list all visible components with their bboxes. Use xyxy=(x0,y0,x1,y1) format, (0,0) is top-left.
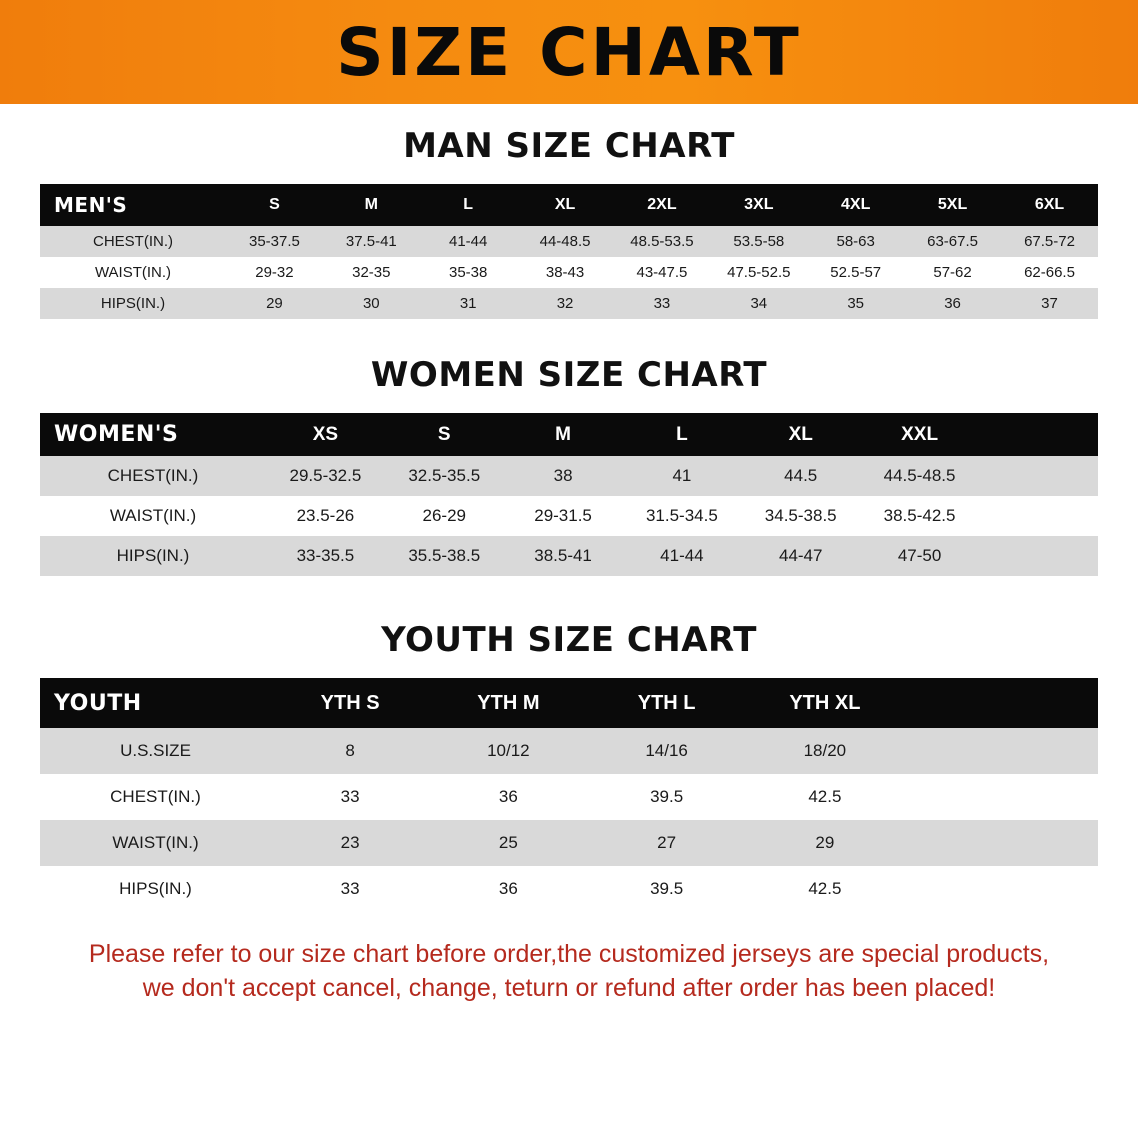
women-cell-1-0: 23.5-26 xyxy=(266,496,385,536)
women-col-1: S xyxy=(437,423,451,445)
youth-cell-0-3: 18/20 xyxy=(746,728,904,774)
women-cell-0-4: 44.5 xyxy=(741,456,860,496)
women-cell-1-4: 34.5-38.5 xyxy=(741,496,860,536)
table-row xyxy=(40,496,1098,536)
women-table-head xyxy=(40,413,1098,456)
man-cell-1-1: 32-35 xyxy=(323,257,420,288)
table-row xyxy=(40,820,1098,866)
table-row xyxy=(40,536,1098,576)
women-cell-0-5: 44.5-48.5 xyxy=(860,456,979,496)
man-col-7: 5XL xyxy=(937,196,968,213)
women-table-wrap xyxy=(40,413,1098,576)
man-cell-2-8: 37 xyxy=(1001,288,1098,319)
man-col-0: S xyxy=(269,196,280,213)
youth-cell-3-3: 42.5 xyxy=(746,866,904,912)
man-cell-0-2: 41-44 xyxy=(420,226,517,257)
youth-cell-3-0: 33 xyxy=(271,866,429,912)
man-cell-0-7: 63-67.5 xyxy=(904,226,1001,257)
youth-header-label: YOUTH xyxy=(54,690,142,716)
women-cell-2-1: 35.5-38.5 xyxy=(385,536,504,576)
women-col-3: L xyxy=(676,423,688,445)
man-col-3: XL xyxy=(554,196,576,213)
man-cell-2-7: 36 xyxy=(904,288,1001,319)
man-cell-0-4: 48.5-53.5 xyxy=(614,226,711,257)
man-cell-1-8: 62-66.5 xyxy=(1001,257,1098,288)
disclaimer-line-1: Please refer to our size chart before order,the customized jerseys are special products, xyxy=(88,940,1050,968)
man-table-head xyxy=(40,184,1098,226)
table-row xyxy=(40,226,1098,257)
man-cell-0-5: 53.5-58 xyxy=(710,226,807,257)
women-row-2-label: HIPS(IN.) xyxy=(40,536,266,576)
women-col-spacer xyxy=(979,413,1098,456)
man-cell-1-4: 43-47.5 xyxy=(614,257,711,288)
women-cell-1-1: 26-29 xyxy=(385,496,504,536)
youth-col-0: YTH S xyxy=(320,691,380,714)
youth-cell-2-1: 25 xyxy=(429,820,587,866)
women-table-body xyxy=(40,456,1098,576)
youth-col-1: YTH M xyxy=(477,691,540,714)
women-col-5: XXL xyxy=(901,423,939,445)
women-cell-2-4: 44-47 xyxy=(741,536,860,576)
man-cell-2-2: 31 xyxy=(420,288,517,319)
man-cell-2-6: 35 xyxy=(807,288,904,319)
man-col-8: 6XL xyxy=(1034,196,1065,213)
youth-cell-1-0: 33 xyxy=(271,774,429,820)
women-cell-0-3: 41 xyxy=(622,456,741,496)
man-cell-2-0: 29 xyxy=(226,288,323,319)
table-header-row xyxy=(40,184,1098,226)
youth-cell-1-3: 42.5 xyxy=(746,774,904,820)
man-cell-1-7: 57-62 xyxy=(904,257,1001,288)
man-col-2: L xyxy=(463,196,474,213)
women-cell-2-2: 38.5-41 xyxy=(504,536,623,576)
youth-cell-2-0: 23 xyxy=(271,820,429,866)
youth-row-2-label: WAIST(IN.) xyxy=(40,820,271,866)
youth-cell-3-1: 36 xyxy=(429,866,587,912)
youth-col-spacer xyxy=(904,678,1098,728)
women-cell-2-spacer xyxy=(979,536,1098,576)
youth-table-body xyxy=(40,728,1098,912)
youth-cell-0-0: 8 xyxy=(271,728,429,774)
youth-table-wrap xyxy=(40,678,1098,912)
man-section-title: MAN SIZE CHART xyxy=(403,126,735,166)
women-col-0: XS xyxy=(312,423,339,445)
man-cell-2-1: 30 xyxy=(323,288,420,319)
women-cell-0-0: 29.5-32.5 xyxy=(266,456,385,496)
women-section-title: WOMEN SIZE CHART xyxy=(370,355,768,395)
man-col-4: 2XL xyxy=(647,196,677,213)
man-cell-0-0: 35-37.5 xyxy=(226,226,323,257)
youth-cell-2-2: 27 xyxy=(588,820,746,866)
man-col-1: M xyxy=(364,196,378,213)
youth-cell-0-1: 10/12 xyxy=(429,728,587,774)
women-cell-2-3: 41-44 xyxy=(622,536,741,576)
man-header-label: MEN'S xyxy=(54,193,128,217)
table-row xyxy=(40,288,1098,319)
table-header-row xyxy=(40,413,1098,456)
man-cell-1-5: 47.5-52.5 xyxy=(710,257,807,288)
man-cell-1-0: 29-32 xyxy=(226,257,323,288)
table-row xyxy=(40,866,1098,912)
women-col-2: M xyxy=(555,423,571,445)
youth-cell-0-2: 14/16 xyxy=(588,728,746,774)
page-title: SIZE CHART xyxy=(336,14,802,91)
youth-row-0-label: U.S.SIZE xyxy=(40,728,271,774)
women-cell-1-spacer xyxy=(979,496,1098,536)
man-cell-1-6: 52.5-57 xyxy=(807,257,904,288)
women-cell-0-1: 32.5-35.5 xyxy=(385,456,504,496)
man-row-0-label: CHEST(IN.) xyxy=(40,226,226,257)
youth-cell-1-1: 36 xyxy=(429,774,587,820)
women-cell-2-5: 47-50 xyxy=(860,536,979,576)
youth-cell-1-2: 39.5 xyxy=(588,774,746,820)
women-cell-0-spacer xyxy=(979,456,1098,496)
table-header-row xyxy=(40,678,1098,728)
header-banner xyxy=(0,0,1138,104)
youth-row-3-label: HIPS(IN.) xyxy=(40,866,271,912)
man-size-table xyxy=(40,184,1098,319)
man-table-body xyxy=(40,226,1098,319)
women-row-1-label: WAIST(IN.) xyxy=(40,496,266,536)
man-cell-1-3: 38-43 xyxy=(517,257,614,288)
youth-cell-3-spacer xyxy=(904,866,1098,912)
man-cell-0-8: 67.5-72 xyxy=(1001,226,1098,257)
youth-size-table xyxy=(40,678,1098,912)
table-row xyxy=(40,774,1098,820)
disclaimer-line-2: we don't accept cancel, change, teturn or refund after order has been placed! xyxy=(142,973,996,1002)
youth-cell-1-spacer xyxy=(904,774,1098,820)
youth-section-title: YOUTH SIZE CHART xyxy=(381,620,757,660)
women-row-0-label: CHEST(IN.) xyxy=(40,456,266,496)
man-cell-0-1: 37.5-41 xyxy=(323,226,420,257)
table-row xyxy=(40,257,1098,288)
youth-row-1-label: CHEST(IN.) xyxy=(40,774,271,820)
man-cell-0-6: 58-63 xyxy=(807,226,904,257)
youth-cell-2-spacer xyxy=(904,820,1098,866)
youth-cell-2-3: 29 xyxy=(746,820,904,866)
man-row-2-label: HIPS(IN.) xyxy=(40,288,226,319)
man-cell-2-3: 32 xyxy=(517,288,614,319)
disclaimer-note xyxy=(40,938,1098,1006)
man-row-1-label: WAIST(IN.) xyxy=(40,257,226,288)
youth-col-3: YTH XL xyxy=(789,691,861,714)
man-cell-1-2: 35-38 xyxy=(420,257,517,288)
women-cell-1-2: 29-31.5 xyxy=(504,496,623,536)
youth-table-head xyxy=(40,678,1098,728)
man-col-6: 4XL xyxy=(841,196,871,213)
table-row xyxy=(40,456,1098,496)
women-cell-1-5: 38.5-42.5 xyxy=(860,496,979,536)
women-cell-1-3: 31.5-34.5 xyxy=(622,496,741,536)
women-size-table xyxy=(40,413,1098,576)
youth-col-2: YTH L xyxy=(637,691,696,714)
youth-cell-3-2: 39.5 xyxy=(588,866,746,912)
man-col-5: 3XL xyxy=(744,196,774,213)
man-cell-0-3: 44-48.5 xyxy=(517,226,614,257)
women-col-4: XL xyxy=(788,423,813,445)
table-row xyxy=(40,728,1098,774)
women-cell-2-0: 33-35.5 xyxy=(266,536,385,576)
youth-cell-0-spacer xyxy=(904,728,1098,774)
man-table-wrap xyxy=(40,184,1098,319)
man-cell-2-5: 34 xyxy=(710,288,807,319)
women-cell-0-2: 38 xyxy=(504,456,623,496)
women-header-label: WOMEN'S xyxy=(54,422,179,447)
man-cell-2-4: 33 xyxy=(614,288,711,319)
